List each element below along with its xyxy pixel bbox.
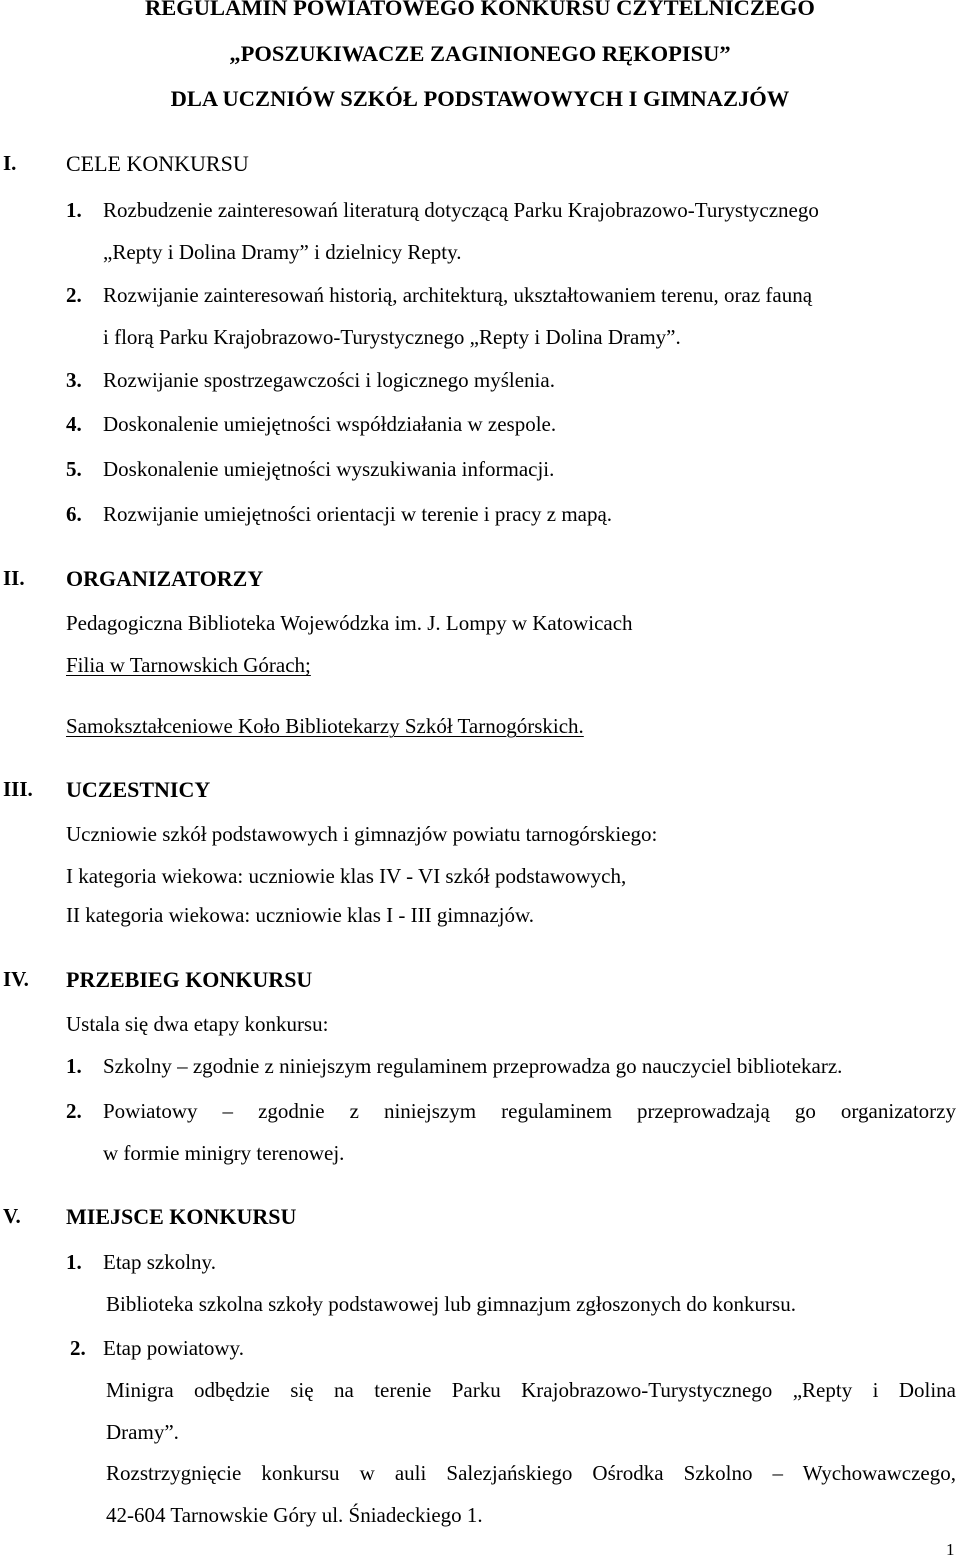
s2-organizer-line-2: Filia w Tarnowskich Górach;: [66, 653, 311, 677]
s5-item-2-label: Etap powiatowy.: [103, 1336, 244, 1360]
page-number: 1: [946, 1540, 955, 1559]
s1-item-6-number: 6.: [66, 502, 82, 526]
s4-item-2-number: 2.: [66, 1099, 82, 1123]
s5-item-1-label: Etap szkolny.: [103, 1250, 216, 1274]
section-1-number: I.: [3, 151, 17, 175]
s1-item-5-line-1: Doskonalenie umiejętności wyszukiwania informacji.: [103, 457, 555, 481]
s5-item-2-number: 2.: [70, 1336, 86, 1360]
section-3-number: III.: [3, 777, 33, 801]
s5-item-2-line-2: Dramy”.: [106, 1420, 179, 1444]
s3-line-3: II kategoria wiekowa: uczniowie klas I - III gimnazjów.: [66, 903, 535, 927]
s1-item-5-number: 5.: [66, 457, 82, 481]
s1-item-3-line-1: Rozwijanie spostrzegawczości i logicznego myślenia.: [103, 368, 555, 392]
s2-organizer-line-1: Pedagogiczna Biblioteka Wojewódzka im. J. Lompy w Katowicach: [66, 611, 633, 635]
s1-item-4-number: 4.: [66, 412, 82, 436]
s1-item-4-line-1: Doskonalenie umiejętności współdziałania w zespole.: [103, 412, 557, 436]
section-4-heading: PRZEBIEG KONKURSU: [66, 967, 313, 992]
s1-item-6-line-1: Rozwijanie umiejętności orientacji w terenie i pracy z mapą.: [103, 502, 613, 526]
s4-intro: Ustala się dwa etapy konkursu:: [66, 1012, 329, 1036]
s4-item-2-line-2: w formie minigry terenowej.: [103, 1141, 345, 1165]
s1-item-3-number: 3.: [66, 368, 82, 392]
s4-item-1-number: 1.: [66, 1054, 82, 1078]
s3-line-1: Uczniowie szkół podstawowych i gimnazjów powiatu tarnogórskiego:: [66, 822, 658, 846]
s5-item-1-number: 1.: [66, 1250, 82, 1274]
document-title-line-3: DLA UCZNIÓW SZKÓŁ PODSTAWOWYCH I GIMNAZJÓW: [170, 86, 790, 111]
document-title-line-1: REGULAMIN POWIATOWEGO KONKURSU CZYTELNICZEGO: [145, 0, 815, 20]
s1-item-1-line-2: „Repty i Dolina Dramy” i dzielnicy Repty.: [103, 240, 462, 264]
s1-item-2-line-2: i florą Parku Krajobrazowo-Turystycznego „Repty i Dolina Dramy”.: [103, 325, 681, 349]
s4-item-1-line-1: Szkolny – zgodnie z niniejszym regulaminem przeprowadza go nauczyciel bibliotekarz.: [103, 1054, 843, 1078]
s5-item-1-text: Biblioteka szkolna szkoły podstawowej lub gimnazjum zgłoszonych do konkursu.: [106, 1292, 796, 1316]
section-2-heading: ORGANIZATORZY: [66, 566, 264, 591]
s1-item-2-line-1: Rozwijanie zainteresowań historią, architekturą, ukształtowaniem terenu, oraz fauną: [103, 283, 813, 307]
document-title-line-2: „POSZUKIWACZE ZAGINIONEGO RĘKOPISU”: [229, 41, 731, 66]
s3-line-2: I kategoria wiekowa: uczniowie klas IV - VI szkół podstawowych,: [66, 864, 627, 888]
section-1-heading: CELE KONKURSU: [66, 151, 249, 176]
s1-item-1-line-1: Rozbudzenie zainteresowań literaturą dotyczącą Parku Krajobrazowo-Turystycznego: [103, 198, 819, 222]
s5-item-2-line-3: Rozstrzygnięcie konkursu w auli Salezjańskiego Ośrodka Szkolno – Wychowawczego,: [106, 1461, 956, 1485]
s5-item-2-line-1: Minigra odbędzie się na terenie Parku Krajobrazowo-Turystycznego „Repty i Dolina: [106, 1378, 956, 1402]
s4-item-2-line-1: Powiatowy – zgodnie z niniejszym regulaminem przeprowadzają go organizatorzy: [103, 1099, 956, 1123]
s5-item-2-line-4: 42-604 Tarnowskie Góry ul. Śniadeckiego 1.: [106, 1503, 483, 1527]
section-5-heading: MIEJSCE KONKURSU: [66, 1204, 297, 1229]
s1-item-2-number: 2.: [66, 283, 82, 307]
s1-item-1-number: 1.: [66, 198, 82, 222]
s2-organizer-line-3: Samokształceniowe Koło Bibliotekarzy Szkół Tarnogórskich.: [66, 714, 584, 738]
section-5-number: V.: [3, 1204, 21, 1228]
section-4-number: IV.: [3, 967, 29, 991]
section-3-heading: UCZESTNICY: [66, 777, 211, 802]
section-2-number: II.: [3, 566, 25, 590]
